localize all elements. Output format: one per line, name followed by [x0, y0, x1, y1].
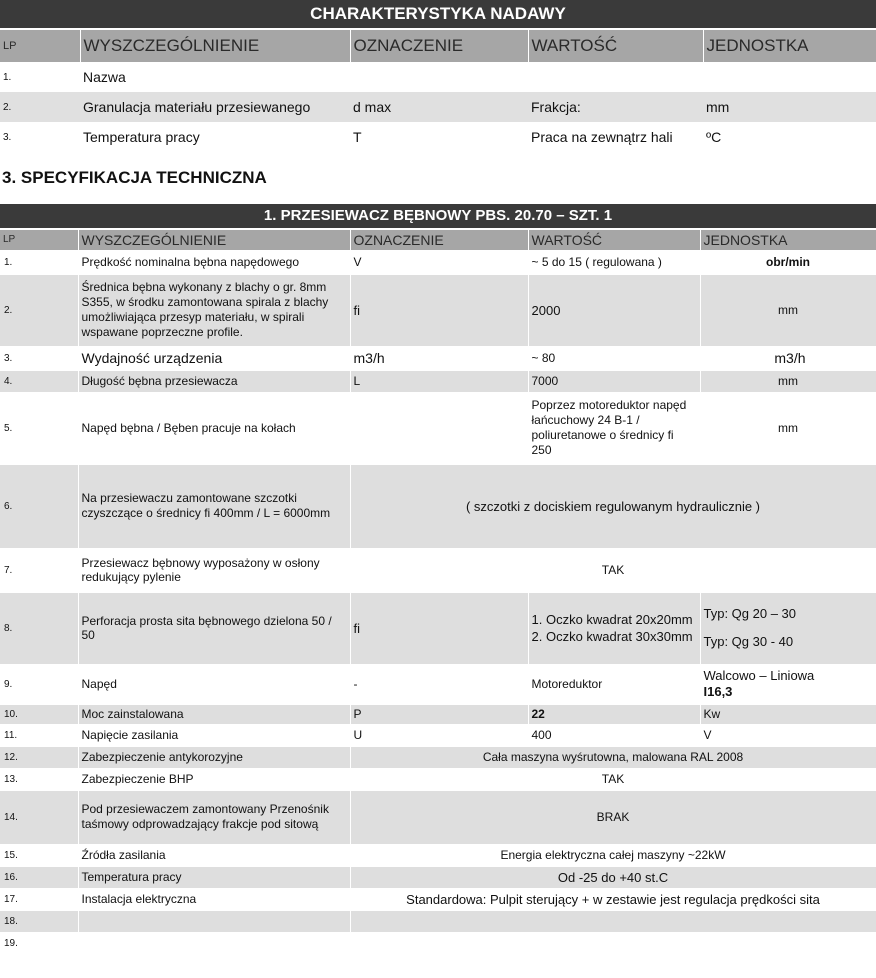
table-row: [0, 464, 876, 548]
row-code: fi: [350, 274, 528, 346]
col-header-unit: JEDNOSTKA: [700, 230, 876, 250]
table-row: [0, 790, 876, 844]
col-header-code: OZNACZENIE: [350, 230, 528, 250]
row-value: ~ 80: [528, 346, 700, 370]
value-line-2: 2. Oczko kwadrat 30x30mm: [531, 629, 693, 644]
row-lp: 4.: [0, 370, 78, 392]
row-name: Temperatura pracy: [78, 866, 350, 888]
row-lp: 14.: [0, 790, 78, 844]
row-value: Praca na zewnątrz hali: [531, 129, 673, 145]
row-lp: 3.: [3, 131, 12, 143]
row-unit: [700, 664, 876, 704]
row-lp: 3.: [0, 346, 78, 370]
row-name: Napęd bębna / Bęben pracuje na kołach: [78, 392, 350, 464]
row-merged-value: [350, 910, 876, 932]
row-name: Na przesiewaczu zamontowane szczotki czyszczące o średnicy fi 400mm / L = 6000mm: [78, 464, 350, 548]
row-name: Napęd: [78, 664, 350, 704]
col-header-value: WARTOŚĆ: [528, 230, 700, 250]
unit-line-1: Walcowo – Liniowa: [703, 668, 815, 683]
row-name: Przesiewacz bębnowy wyposażony w osłony redukujący pylenie: [78, 548, 350, 592]
section-title-charakterystyka: CHARAKTERYSTYKA NADAWY: [0, 0, 876, 28]
table-row: [0, 844, 876, 866]
row-code: L: [350, 370, 528, 392]
row-lp: 12.: [0, 746, 78, 768]
row-value: Poprzez motoreduktor napęd łańcuchowy 24 B-1 / poliuretanowe o średnicy fi 250: [528, 392, 700, 464]
col-header-lp: LP: [0, 30, 80, 62]
table-header-row: [0, 30, 876, 62]
row-name: [78, 932, 350, 954]
row-name: Średnica bębna wykonany z blachy o gr. 8mm S355, w środku zamontowana spirala z blachy umożliwiająca przesyp materiału, w spirali wspawane poprzeczne profile.: [78, 274, 350, 346]
col-header-value: WARTOŚĆ: [528, 30, 703, 62]
row-name: Zabezpieczenie antykorozyjne: [78, 746, 350, 768]
row-name: Źródła zasilania: [78, 844, 350, 866]
row-lp: 6.: [0, 464, 78, 548]
table-row: [0, 122, 876, 152]
row-unit: obr/min: [700, 250, 876, 274]
table-row: [0, 370, 876, 392]
table-row: [0, 704, 876, 724]
row-code: V: [350, 250, 528, 274]
section-heading-specyfikacja: 3. SPECYFIKACJA TECHNICZNA: [2, 168, 267, 187]
unit-line-2: Typ: Qg 30 - 40: [703, 634, 794, 649]
row-unit: V: [700, 724, 876, 746]
value-line-1: 1. Oczko kwadrat 20x20mm: [531, 612, 693, 627]
row-merged-value: ( szczotki z dociskiem regulowanym hydraulicznie ): [350, 464, 876, 548]
row-code: [350, 392, 528, 464]
row-unit: [703, 62, 876, 92]
row-code: fi: [350, 592, 528, 664]
row-merged-value: Energia elektryczna całej maszyny ~22kW: [350, 844, 876, 866]
row-value: 2000: [528, 274, 700, 346]
row-name: [78, 910, 350, 932]
table-row: [0, 346, 876, 370]
row-lp: 7.: [0, 548, 78, 592]
row-merged-value: TAK: [350, 768, 876, 790]
row-merged-value: TAK: [350, 548, 876, 592]
row-name: Instalacja elektryczna: [78, 888, 350, 910]
table-row: [0, 910, 876, 932]
row-merged-value: Od -25 do +40 st.C: [350, 866, 876, 888]
row-name: Napięcie zasilania: [78, 724, 350, 746]
row-value: ~ 5 do 15 ( regulowana ): [528, 250, 700, 274]
table-row: [0, 664, 876, 704]
row-name: Nazwa: [83, 69, 126, 85]
table-row: [0, 932, 876, 954]
row-lp: 18.: [0, 910, 78, 932]
row-code: U: [350, 724, 528, 746]
row-unit: Kw: [700, 704, 876, 724]
row-unit: mm: [700, 392, 876, 464]
row-name: Moc zainstalowana: [78, 704, 350, 724]
row-value: Motoreduktor: [528, 664, 700, 704]
table-row: [0, 592, 876, 664]
row-code: T: [353, 129, 362, 145]
section-title-przesiewacz: 1. PRZESIEWACZ BĘBNOWY PBS. 20.70 – SZT. 1: [0, 204, 876, 228]
row-code: m3/h: [350, 346, 528, 370]
row-name: Wydajność urządzenia: [78, 346, 350, 370]
row-lp: 10.: [0, 704, 78, 724]
row-unit: mm: [700, 370, 876, 392]
table-row: [0, 250, 876, 274]
row-code: -: [350, 664, 528, 704]
table-header-row: [0, 230, 876, 250]
unit-line-2: I16,3: [703, 684, 733, 699]
unit-line-1: Typ: Qg 20 – 30: [703, 606, 797, 621]
table-row: [0, 724, 876, 746]
row-lp: 1.: [0, 250, 78, 274]
row-lp: 5.: [0, 392, 78, 464]
row-lp: 8.: [0, 592, 78, 664]
row-lp: 16.: [0, 866, 78, 888]
row-name: Zabezpieczenie BHP: [78, 768, 350, 790]
table-row: [0, 392, 876, 464]
row-unit: mm: [700, 274, 876, 346]
row-name: Temperatura pracy: [83, 129, 200, 145]
row-merged-value: Standardowa: Pulpit sterujący + w zestawie jest regulacja prędkości sita: [350, 888, 876, 910]
col-header-name: WYSZCZEGÓLNIENIE: [80, 30, 350, 62]
table-row: [0, 866, 876, 888]
row-lp: 1.: [3, 71, 12, 83]
table-row: [0, 92, 876, 122]
row-name: Prędkość nominalna bębna napędowego: [78, 250, 350, 274]
row-name: Pod przesiewaczem zamontowany Przenośnik taśmowy odprowadzający frakcje pod sitową: [78, 790, 350, 844]
row-merged-value: Cała maszyna wyśrutowna, malowana RAL 2008: [350, 746, 876, 768]
row-name: Granulacja materiału przesiewanego: [80, 92, 350, 122]
row-code: P: [350, 704, 528, 724]
table-row: [0, 746, 876, 768]
row-value: [528, 62, 703, 92]
row-lp: 2.: [0, 92, 80, 122]
row-unit: mm: [703, 92, 876, 122]
table-row: [0, 274, 876, 346]
row-unit: ºC: [706, 129, 722, 145]
row-lp: 9.: [0, 664, 78, 704]
row-lp: 15.: [0, 844, 78, 866]
row-value: 400: [528, 724, 700, 746]
col-header-name: WYSZCZEGÓLNIENIE: [78, 230, 350, 250]
col-header-lp: LP: [0, 230, 78, 250]
row-value: [528, 592, 700, 664]
row-unit: [700, 592, 876, 664]
row-lp: 2.: [0, 274, 78, 346]
row-lp: 17.: [0, 888, 78, 910]
row-merged-value: BRAK: [350, 790, 876, 844]
row-name: Długość bębna przesiewacza: [78, 370, 350, 392]
row-lp: 13.: [0, 768, 78, 790]
col-header-unit: JEDNOSTKA: [703, 30, 876, 62]
table-row: [0, 888, 876, 910]
row-name: Perforacja prosta sita bębnowego dzielona 50 / 50: [78, 592, 350, 664]
row-code: d max: [350, 92, 528, 122]
table-row: [0, 62, 876, 92]
row-lp: 11.: [0, 724, 78, 746]
table-row: [0, 768, 876, 790]
table-row: [0, 548, 876, 592]
row-merged-value: [350, 932, 876, 954]
row-value: 22: [528, 704, 700, 724]
row-code: [350, 62, 528, 92]
row-value: Frakcja:: [528, 92, 703, 122]
feed-characteristics-table: [0, 30, 876, 152]
row-lp: 19.: [0, 932, 78, 954]
row-unit: m3/h: [700, 346, 876, 370]
row-value: 7000: [528, 370, 700, 392]
col-header-code: OZNACZENIE: [350, 30, 528, 62]
technical-spec-table: [0, 230, 876, 955]
